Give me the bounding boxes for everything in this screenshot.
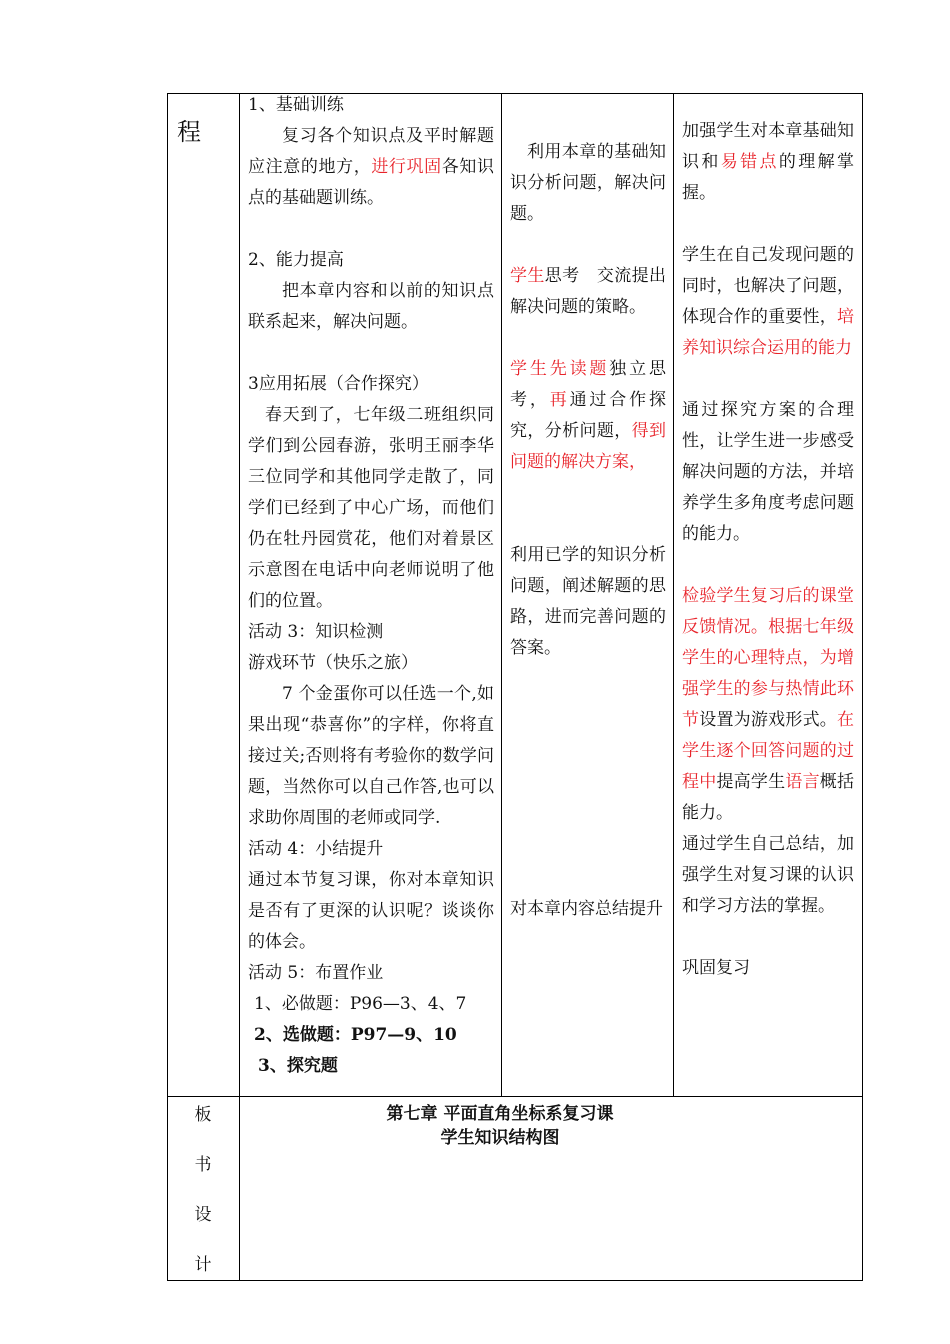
homework-3: 3、探究题 bbox=[258, 1056, 338, 1076]
board-label bbox=[167, 1100, 239, 1300]
board-label-char: 书 bbox=[194, 1155, 212, 1175]
highlight-span: 进行巩固 bbox=[371, 157, 442, 177]
intent-block-5: 通过学生自己总结，加强学生对复习课的认识和学习方法的掌握。 bbox=[682, 834, 854, 916]
text-span: 复习各个知识点及平时解题应注意的地方， bbox=[248, 126, 494, 177]
text-span: 独立思考， bbox=[510, 359, 667, 410]
section-ability-title: 2、能力提高 bbox=[248, 250, 344, 270]
highlight-span: 语言 bbox=[785, 772, 820, 792]
student-column bbox=[510, 137, 666, 664]
highlight-span: 再 bbox=[549, 390, 570, 410]
process-label: 程 bbox=[177, 118, 201, 146]
intent-block-1 bbox=[682, 116, 854, 209]
text-span: 的理解掌握。 bbox=[682, 152, 854, 203]
student-block-3 bbox=[510, 354, 666, 478]
board-label-char: 板 bbox=[194, 1105, 212, 1125]
student-block-5 bbox=[510, 894, 666, 925]
highlight-span: 在学生逐个回答问题的过程中 bbox=[682, 710, 855, 792]
text-span: 思考 交流提出解决问题的策略。 bbox=[510, 266, 666, 317]
activity-3-title: 活动 3：知识检测 bbox=[248, 622, 384, 642]
homework-2: 2、选做题：P97—9、10 bbox=[254, 1025, 457, 1045]
game-text: 7 个金蛋你可以任选一个,如果出现“恭喜你”的字样，你将直接过关;否则将有考验你的数学问题，当然你可以自己作答,也可以求助你周围的老师或同学. bbox=[248, 684, 494, 828]
intent-block-2 bbox=[682, 240, 854, 364]
text-span: 概括能力。 bbox=[682, 772, 855, 823]
section-ability-text: 把本章内容和以前的知识点联系起来，解决问题。 bbox=[248, 281, 494, 332]
intent-block-3: 通过探究方案的合理性，让学生进一步感受解决问题的方法，并培养学生多角度考虑问题的能力。 bbox=[682, 400, 854, 544]
text-span: 设置为游戏形式。 bbox=[699, 710, 838, 730]
highlight-span: 检验学生复习后的课堂反馈情况。根据七年级学生的心理特点，为增强学生的参与热情此环节 bbox=[682, 586, 854, 730]
board-label-char: 计 bbox=[194, 1255, 212, 1275]
student-block-1: 利用本章的基础知识分析问题，解决问题。 bbox=[510, 142, 666, 224]
highlight-span: 学生 bbox=[510, 266, 545, 286]
activity-4-title: 活动 4：小结提升 bbox=[248, 839, 384, 859]
text-span: 通过合作探究，分析问题， bbox=[510, 390, 667, 441]
highlight-span: 易错点 bbox=[720, 152, 779, 172]
text-span: 学生在自己发现问题的同时，也解决了问题，体现合作的重要性， bbox=[682, 245, 854, 327]
board-subtitle: 学生知识结构图 bbox=[440, 1128, 560, 1148]
text-span: 加强学生对本章基础知识和 bbox=[682, 121, 854, 172]
section-extend-text: 春天到了，七年级二班组织同学们到公园春游，张明王丽李华三位同学和其他同学走散了，同学们已经到了中心广场，而他们仍在牡丹园赏花，他们对着景区示意图在电话中向老师说明了他们的位置。 bbox=[248, 405, 494, 611]
col-divider-2 bbox=[501, 93, 502, 1096]
activity-4-text: 通过本节复习课，你对本章知识是否有了更深的认识呢？谈谈你的体会。 bbox=[248, 870, 494, 952]
board-title: 第七章 平面直角坐标系复习课 bbox=[386, 1104, 614, 1124]
activities-column bbox=[248, 90, 494, 1082]
student-block-4: 利用已学的知识分析问题，阐述解题的思路，进而完善问题的答案。 bbox=[510, 545, 666, 658]
game-title: 游戏环节（快乐之旅） bbox=[248, 653, 418, 673]
section-extend-title: 3应用拓展（合作探究） bbox=[248, 374, 429, 394]
text-span: 各知识点的基础题训练。 bbox=[248, 157, 495, 208]
section-basic-text bbox=[248, 121, 494, 214]
intent-block-6: 巩固复习 bbox=[682, 958, 750, 978]
highlight-span: 得到问题的解决方案， bbox=[510, 421, 666, 472]
intent-column bbox=[682, 116, 854, 984]
text-span: 提高学生 bbox=[716, 772, 786, 792]
col-divider-3 bbox=[673, 93, 674, 1096]
board-label-char: 设 bbox=[194, 1205, 212, 1225]
student-block-2 bbox=[510, 261, 666, 323]
student-summary: 对本章内容总结提升 bbox=[510, 899, 663, 919]
highlight-span: 学生先读题 bbox=[510, 359, 610, 379]
activity-5-title: 活动 5：布置作业 bbox=[248, 963, 384, 983]
highlight-span: 培养知识综合运用的能力 bbox=[682, 307, 854, 358]
homework-1: 1、必做题：P96—3、4、7 bbox=[254, 994, 467, 1014]
section-basic-title: 1、基础训练 bbox=[248, 95, 344, 115]
row-divider bbox=[167, 1096, 863, 1097]
intent-block-4 bbox=[682, 581, 854, 829]
